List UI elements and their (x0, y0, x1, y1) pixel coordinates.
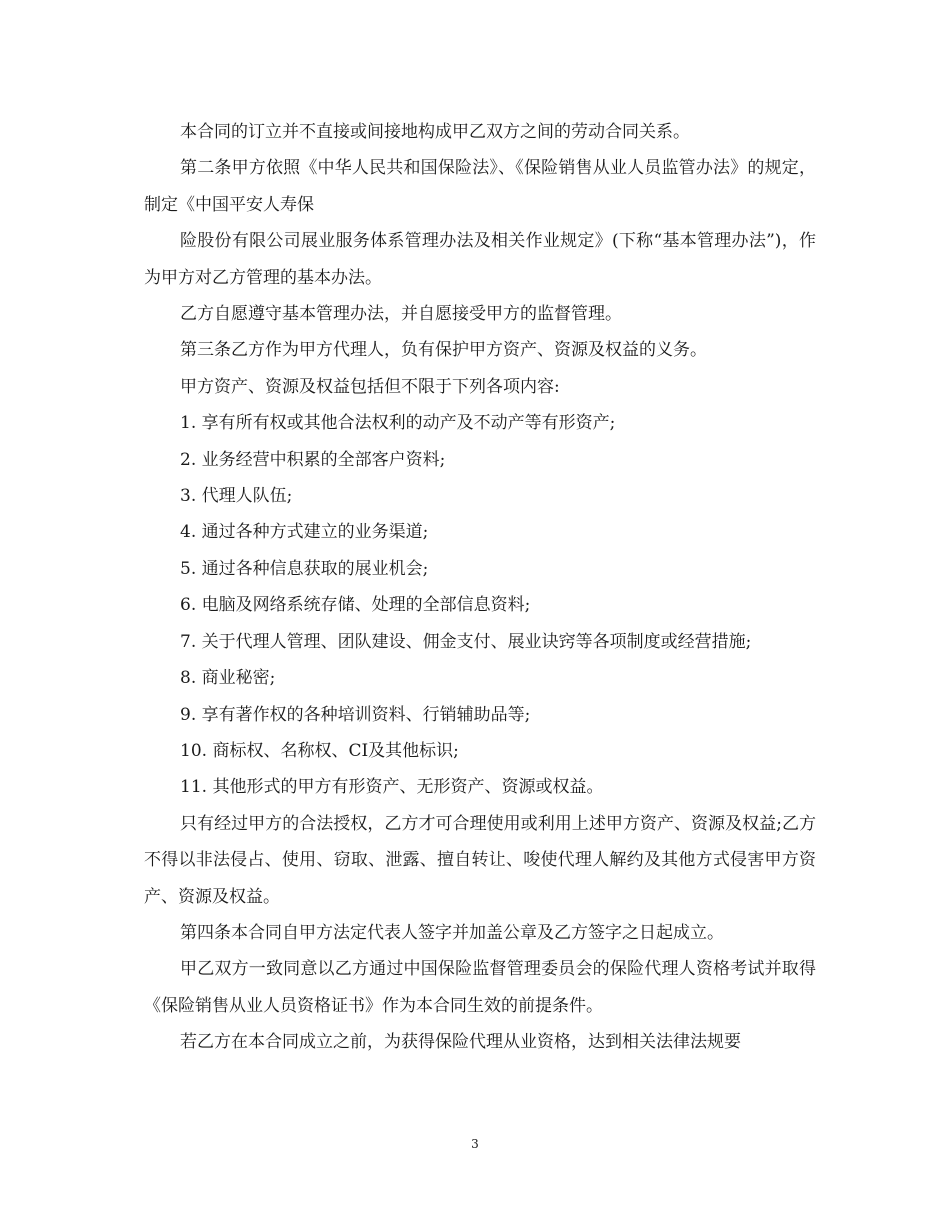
list-item-5: 5. 通过各种信息获取的展业机会; (180, 558, 429, 579)
list-item-10: 10. 商标权、名称权、CI及其他标识; (180, 740, 459, 761)
list-item-3: 3. 代理人队伍; (180, 486, 293, 507)
paragraph-effectiveness-condition: 甲乙双方一致同意以乙方通过中国保险监督管理委员会的保险代理人资格考试并取得《保险销售从业人员资格证书》作为本合同生效的前提条件。 (144, 959, 816, 1016)
paragraph-article-4: 第四条本合同自甲方法定代表人签字并加盖公章及乙方签字之日起成立。 (180, 922, 724, 943)
list-item-1: 1. 享有所有权或其他合法权利的动产及不动产等有形资产; (180, 413, 616, 434)
paragraph-article-2: 第二条甲方依照《中华人民共和国保险法》、《保险销售从业人员监管办法》的规定，制定《中国平安人寿保 (144, 158, 816, 215)
list-item-2: 2. 业务经营中积累的全部客户资料; (180, 449, 446, 470)
list-item-9: 9. 享有著作权的各种培训资料、行销辅助品等; (180, 704, 531, 725)
page-number: 3 (471, 1137, 479, 1151)
list-item-7: 7. 关于代理人管理、团队建设、佣金支付、展业诀窍等各项制度或经营措施; (180, 631, 752, 652)
list-item-4: 4. 通过各种方式建立的业务渠道; (180, 522, 429, 543)
paragraph-article-2-continued: 险股份有限公司展业服务体系管理办法及相关作业规定》(下称“基本管理办法”)，作为甲方对乙方管理的基本办法。 (144, 231, 816, 288)
document-body (144, 114, 816, 1061)
list-item-11: 11. 其他形式的甲方有形资产、无形资产、资源或权益。 (180, 777, 604, 798)
paragraph-contract-relation: 本合同的订立并不直接或间接地构成甲乙双方之间的劳动合同关系。 (180, 122, 690, 142)
paragraph-compliance: 乙方自愿遵守基本管理办法，并自愿接受甲方的监督管理。 (180, 304, 622, 325)
paragraph-authorization: 只有经过甲方的合法授权，乙方才可合理使用或利用上述甲方资产、资源及权益;乙方不得以非法侵占、使用、窃取、泄露、擅自转让、唆使代理人解约及其他方式侵害甲方资产、资源及权益。 (144, 813, 816, 907)
paragraph-qualification: 若乙方在本合同成立之前，为获得保险代理从业资格，达到相关法律法规要 (180, 1032, 741, 1053)
list-item-6: 6. 电脑及网络系统存储、处理的全部信息资料; (180, 595, 531, 616)
list-item-8: 8. 商业秘密; (180, 668, 276, 689)
paragraph-article-3: 第三条乙方作为甲方代理人，负有保护甲方资产、资源及权益的义务。 (180, 340, 707, 361)
paragraph-assets-intro: 甲方资产、资源及权益包括但不限于下列各项内容: (180, 376, 560, 397)
